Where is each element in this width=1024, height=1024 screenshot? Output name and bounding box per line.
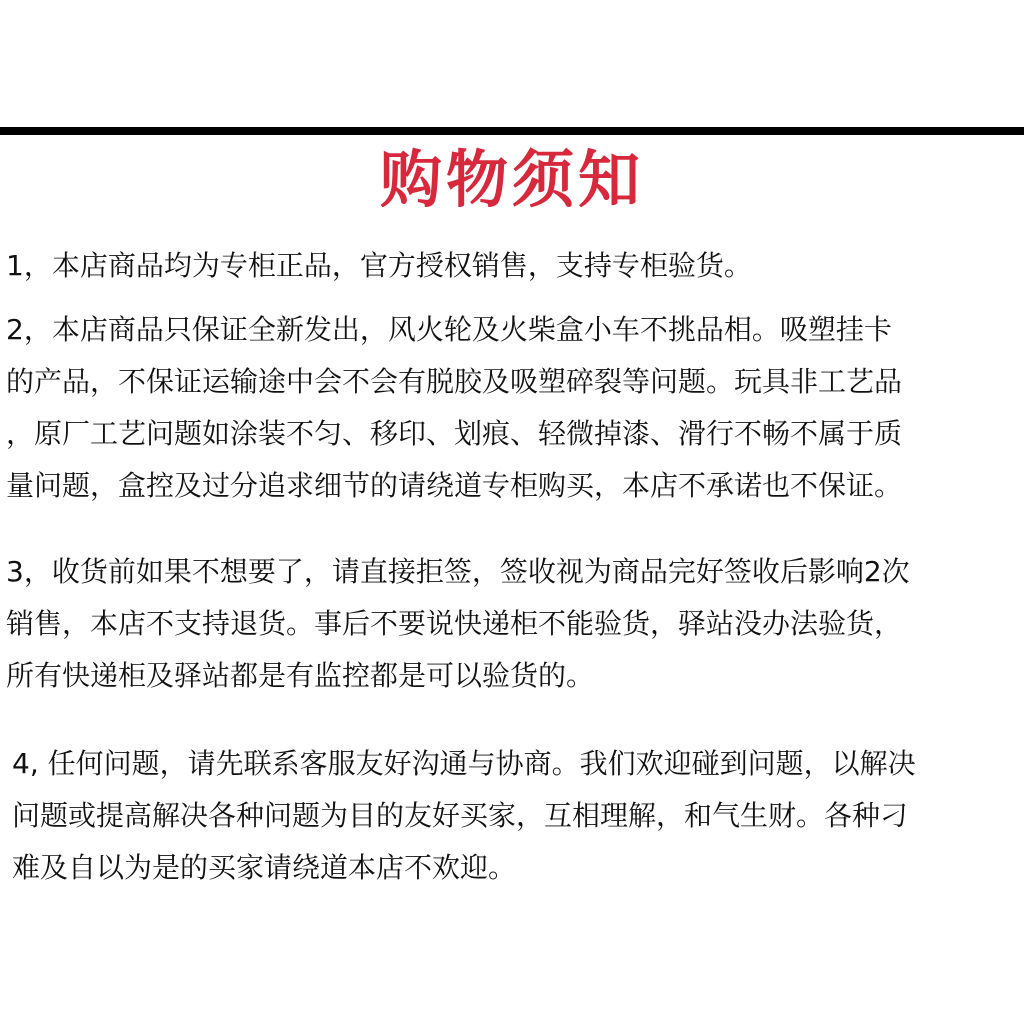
notice-item-2-line: ，原厂工艺问题如涂装不匀、移印、划痕、轻微掉漆、滑行不畅不属于质	[6, 417, 903, 450]
top-divider	[0, 127, 1024, 135]
notice-item-2-line: 量问题，盒控及过分追求细节的请绕道专柜购买，本店不承诺也不保证。	[6, 469, 903, 502]
notice-item-2	[6, 304, 1020, 512]
notice-item-4-line: 问题或提高解决各种问题为目的友好买家，互相理解，和气生财。各种刁	[12, 799, 909, 832]
notice-item-3-line: 所有快递柜及驿站都是有监控都是可以验货的。	[6, 659, 595, 692]
notice-item-3-line: 3，收货前如果不想要了，请直接拒签，签收视为商品完好签收后影响2次	[6, 555, 910, 588]
notice-item-2-line: 2，本店商品只保证全新发出，风火轮及火柴盒小车不挑品相。吸塑挂卡	[6, 313, 892, 346]
notice-item-4	[12, 738, 1024, 894]
notice-item-4-line: 4, 任何问题，请先联系客服友好沟通与协商。我们欢迎碰到问题，以解决	[12, 747, 916, 780]
notice-item-3	[6, 546, 1020, 702]
notice-item-4-line: 难及自以为是的买家请绕道本店不欢迎。	[12, 851, 517, 884]
notice-item-3-line: 销售，本店不支持退货。事后不要说快递柜不能验货，驿站没办法验货，	[6, 607, 903, 640]
notice-item-1	[6, 240, 1020, 292]
page-title: 购物须知	[379, 143, 644, 216]
notice-item-1-line: 1，本店商品均为专柜正品，官方授权销售，支持专柜验货。	[6, 249, 752, 282]
notice-item-2-line: 的产品，不保证运输途中会不会有脱胶及吸塑碎裂等问题。玩具非工艺品	[6, 365, 903, 398]
